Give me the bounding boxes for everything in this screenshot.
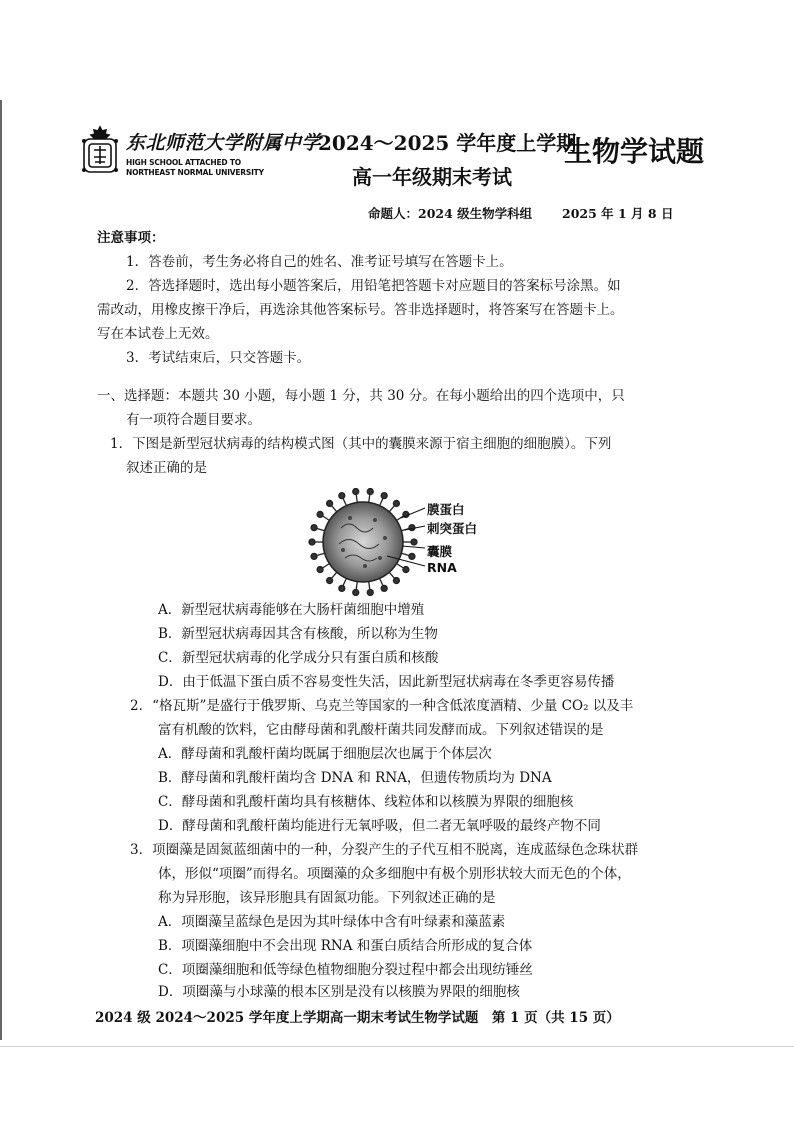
q2-option: C．酵母菌和乳酸杆菌均具有核糖体、线粒体和以核膜为界限的细胞核 [158,794,574,810]
q3-option: D．项圈藻与小球藻的根本区别是没有以核膜为界限的细胞核 [158,984,520,1000]
exam-setter: 命题人：2024 级生物学科组 [368,206,533,221]
scan-edge-left [0,100,2,1040]
notice-line: 1．答卷前，考生务必将自己的姓名、准考证号填写在答题卡上。 [126,254,513,270]
spike-head [393,500,399,506]
spike-head [327,578,333,584]
spike-head [311,553,317,559]
q3-stem: 体，形似“项圈”而得名。项圈藻的众多细胞中有极个别形状较大而无色的个体， [158,866,631,882]
spike-head [317,511,323,517]
spike-head [311,525,317,531]
spike-head [367,489,373,495]
subject-title: 生物学试题 [564,135,705,168]
q1-option: A．新型冠状病毒能够在大肠杆菌细胞中增殖 [158,602,425,618]
spike-head [339,493,345,499]
q1-stem: 叙述正确的是 [126,460,207,476]
q1-option: D．由于低温下蛋白质不容易变性失活，因此新型冠状病毒在冬季更容易传播 [158,674,615,690]
spike-head [409,553,415,559]
q3-option: A．项圈藻呈蓝绿色是因为其叶绿体中含有叶绿素和藻蓝素 [158,914,506,930]
spike-head [327,500,333,506]
spike-head [381,493,387,499]
q2-option: B．酵母菌和乳酸杆菌均含 DNA 和 RNA，但遗传物质均为 DNA [158,770,552,786]
spike-head [409,525,415,531]
spike-head [403,567,409,573]
school-name-en-line1: HIGH SCHOOL ATTACHED TO [126,158,241,167]
q3-option: C．项圈藻细胞和低等绿色植物细胞分裂过程中都会出现纺锤丝 [158,962,533,978]
spike-head [309,539,315,545]
q3-stem: 3．项圈藻是固氮蓝细菌中的一种，分裂产生的子代互相不脱离，连成蓝绿色念珠状群 [130,842,639,858]
notice-line: 2．答选择题时，选出每小题答案后，用铅笔把答题卡对应题目的答案标号涂黑。如 [126,278,621,294]
section-heading-line2: 有一项符合题目要求。 [126,412,261,428]
q3-option: B．项圈藻细胞中不会出现 RNA 和蛋白质结合所形成的复合体 [158,938,533,954]
q1-stem: 1．下图是新型冠状病毒的结构模式图（其中的囊膜来源于宿主细胞的细胞膜）。下列 [110,436,612,452]
section-heading-line1: 一、选择题：本题共 30 小题，每小题 1 分，共 30 分。在每小题给出的四个选项中，只 [97,388,625,404]
figure-label: 囊膜 [427,544,453,559]
q3-stem: 称为异形胞，该异形胞具有固氮功能。下列叙述正确的是 [158,890,496,906]
figure-label: RNA [427,560,457,575]
q2-option: D．酵母菌和乳酸杆菌均能进行无氧呼吸，但二者无氧呼吸的最终产物不同 [158,818,601,834]
notice-heading: 注意事项： [97,230,165,246]
school-logo-icon [78,124,122,176]
exam-year-title: 2024～2025 学年度上学期 [318,131,577,155]
q2-stem: 2．“格瓦斯”是盛行于俄罗斯、乌克兰等国家的一种含低浓度酒精、少量 CO₂ 以及丰 [130,698,634,714]
page-footer: 2024 级 2024～2025 学年度上学期高一期末考试生物学试题 第 1 页（共 15 页） [95,1010,620,1026]
spike-head [353,589,359,595]
exam-date: 2025 年 1 月 8 日 [562,206,674,221]
spike-head [367,589,373,595]
notice-line: 需改动，用橡皮擦干净后，再选涂其他答案标号。答非选择题时，将答案写在答题卡上。 [97,302,624,318]
spike-head [393,578,399,584]
spike-head [381,585,387,591]
notice-line: 写在本试卷上无效。 [97,326,219,342]
q1-option: C．新型冠状病毒的化学成分只有蛋白质和核酸 [158,650,439,666]
q2-option: A．酵母菌和乳酸杆菌均既属于细胞层次也属于个体层次 [158,746,492,762]
spike-head [411,539,417,545]
q1-option: B．新型冠状病毒因其含有核酸，所以称为生物 [158,626,438,642]
figure-label: 刺突蛋白 [427,521,478,536]
spike-head [339,585,345,591]
school-name-en-line2: NORTHEAST NORMAL UNIVERSITY [126,168,264,177]
figure-label: 膜蛋白 [427,502,465,517]
q2-stem: 富有机酸的饮料，它由酵母菌和乳酸杆菌共同发酵而成。下列叙述错误的是 [158,722,604,738]
scan-edge-bottom [0,1046,794,1047]
spike-head [317,567,323,573]
spike-head [353,489,359,495]
notice-line: 3．考试结束后，只交答题卡。 [126,350,311,366]
exam-grade-title: 高一年级期末考试 [352,165,512,189]
school-name-cn: 东北师范大学附属中学 [126,132,322,154]
